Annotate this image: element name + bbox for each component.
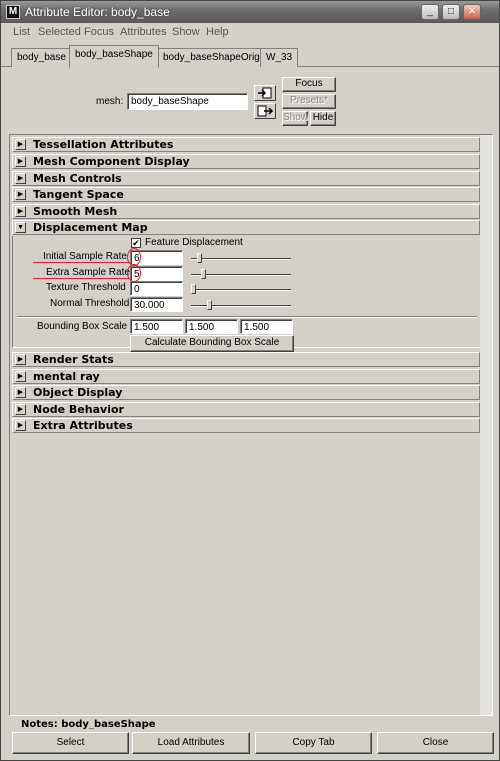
- expand-arrow-icon[interactable]: ▶: [15, 420, 26, 431]
- node-tab-bar: [1, 43, 499, 67]
- expand-arrow-icon[interactable]: ▶: [15, 206, 26, 217]
- close-button[interactable]: Close: [377, 732, 494, 754]
- menu-show[interactable]: Show: [172, 26, 200, 38]
- section-smooth-mesh[interactable]: [12, 204, 480, 219]
- feature-displacement-label: Feature Displacement: [145, 237, 243, 248]
- maximize-icon[interactable]: □: [442, 4, 460, 20]
- separator: [17, 316, 477, 318]
- displacement-map-body: [12, 236, 480, 348]
- window-title: Attribute Editor: body_base: [25, 5, 170, 19]
- annotation-underline: [33, 278, 129, 279]
- expand-arrow-icon[interactable]: ▶: [15, 156, 26, 167]
- annotation-underline: [33, 262, 129, 263]
- section-title: Tessellation Attributes: [33, 138, 174, 151]
- copy-node-icon[interactable]: [254, 103, 276, 119]
- extra-sample-rate-slider[interactable]: [191, 274, 291, 276]
- mesh-header: [1, 69, 499, 131]
- tab-body-base-shape[interactable]: body_baseShape: [69, 45, 159, 68]
- section-title: Mesh Controls: [33, 172, 122, 185]
- select-button[interactable]: Select: [12, 732, 129, 754]
- tab-body-base[interactable]: body_base: [11, 48, 72, 67]
- attributes-panel: [9, 134, 493, 716]
- expand-arrow-icon[interactable]: ▶: [15, 371, 26, 382]
- section-render-stats[interactable]: [12, 352, 480, 367]
- focus-button[interactable]: Focus: [282, 77, 336, 92]
- mesh-name-field[interactable]: body_baseShape: [127, 93, 248, 110]
- section-title: Displacement Map: [33, 221, 148, 234]
- load-node-icon[interactable]: [254, 85, 276, 101]
- bounding-box-scale-label: Bounding Box Scale: [37, 321, 128, 332]
- section-title: Tangent Space: [33, 188, 124, 201]
- texture-threshold-label: Texture Threshold: [46, 282, 126, 293]
- bounding-box-scale-y-field[interactable]: 1.500: [185, 319, 238, 334]
- section-extra-attributes[interactable]: [12, 418, 480, 433]
- section-node-behavior[interactable]: [12, 402, 480, 417]
- notes-header[interactable]: [9, 717, 493, 729]
- expand-arrow-icon[interactable]: ▶: [15, 189, 26, 200]
- maya-app-icon: M: [6, 5, 20, 19]
- texture-threshold-slider[interactable]: [191, 289, 291, 291]
- initial-sample-rate-field[interactable]: 6: [130, 250, 183, 265]
- tab-body-base-shape-orig[interactable]: body_baseShapeOrig: [157, 48, 266, 67]
- mesh-label: mesh:: [96, 96, 124, 107]
- title-bar[interactable]: [1, 1, 499, 23]
- normal-threshold-slider[interactable]: [191, 305, 291, 307]
- section-object-display[interactable]: [12, 385, 480, 400]
- expand-arrow-icon[interactable]: ▶: [15, 173, 26, 184]
- presets-button[interactable]: Presets*: [282, 94, 336, 109]
- section-title: Extra Attributes: [33, 419, 133, 432]
- normal-threshold-field[interactable]: 30.000: [130, 297, 183, 312]
- bounding-box-scale-z-field[interactable]: 1.500: [240, 319, 293, 334]
- section-mesh-component-display[interactable]: [12, 154, 480, 169]
- section-title: mental ray: [33, 370, 100, 383]
- menu-focus[interactable]: Focus: [84, 26, 114, 38]
- texture-threshold-field[interactable]: 0: [130, 281, 183, 296]
- minimize-icon[interactable]: _: [421, 4, 439, 20]
- initial-sample-rate-slider[interactable]: [191, 258, 291, 260]
- menu-attributes[interactable]: Attributes: [120, 26, 167, 38]
- extra-sample-rate-field[interactable]: 5: [130, 266, 183, 281]
- bottom-button-bar: [1, 731, 499, 761]
- section-displacement-map[interactable]: [12, 220, 480, 235]
- expand-arrow-icon[interactable]: ▶: [15, 387, 26, 398]
- expand-arrow-icon[interactable]: ▶: [15, 404, 26, 415]
- feature-displacement-checkbox[interactable]: ✔: [132, 238, 140, 248]
- section-title: Object Display: [33, 386, 123, 399]
- section-tangent-space[interactable]: [12, 187, 480, 202]
- menu-list[interactable]: List: [13, 26, 31, 38]
- tab-w33[interactable]: W_33: [260, 48, 298, 67]
- menu-bar: [1, 23, 499, 41]
- section-title: Node Behavior: [33, 403, 124, 416]
- initial-sample-rate-label: Initial Sample Rate: [43, 251, 127, 262]
- load-attributes-button[interactable]: Load Attributes: [132, 732, 250, 754]
- menu-selected[interactable]: Selected: [38, 26, 81, 38]
- slider-thumb[interactable]: [197, 253, 202, 263]
- menu-help[interactable]: Help: [206, 26, 229, 38]
- copy-tab-button[interactable]: Copy Tab: [255, 732, 372, 754]
- slider-thumb[interactable]: [191, 284, 196, 294]
- expand-arrow-icon[interactable]: ▶: [15, 354, 26, 365]
- section-title: Render Stats: [33, 353, 114, 366]
- section-mesh-controls[interactable]: [12, 171, 480, 186]
- bounding-box-scale-x-field[interactable]: 1.500: [130, 319, 183, 334]
- slider-thumb[interactable]: [201, 269, 206, 279]
- normal-threshold-label: Normal Threshold: [50, 298, 130, 309]
- section-mental-ray[interactable]: [12, 369, 480, 384]
- collapse-arrow-icon[interactable]: ▼: [15, 222, 26, 233]
- annotation-circle: [127, 264, 141, 282]
- section-tessellation[interactable]: [12, 137, 480, 152]
- hide-button[interactable]: Hide: [310, 111, 336, 126]
- notes-label: Notes: body_baseShape: [21, 719, 156, 729]
- section-title: Smooth Mesh: [33, 205, 118, 218]
- extra-sample-rate-label: Extra Sample Rate: [46, 267, 130, 278]
- vertical-scrollbar[interactable]: [480, 135, 492, 715]
- show-button[interactable]: Show: [282, 111, 308, 126]
- section-title: Mesh Component Display: [33, 155, 190, 168]
- close-icon[interactable]: ✕: [463, 4, 481, 20]
- slider-thumb[interactable]: [207, 300, 212, 310]
- expand-arrow-icon[interactable]: ▶: [15, 139, 26, 150]
- calculate-bounding-box-scale-button[interactable]: Calculate Bounding Box Scale: [130, 335, 294, 352]
